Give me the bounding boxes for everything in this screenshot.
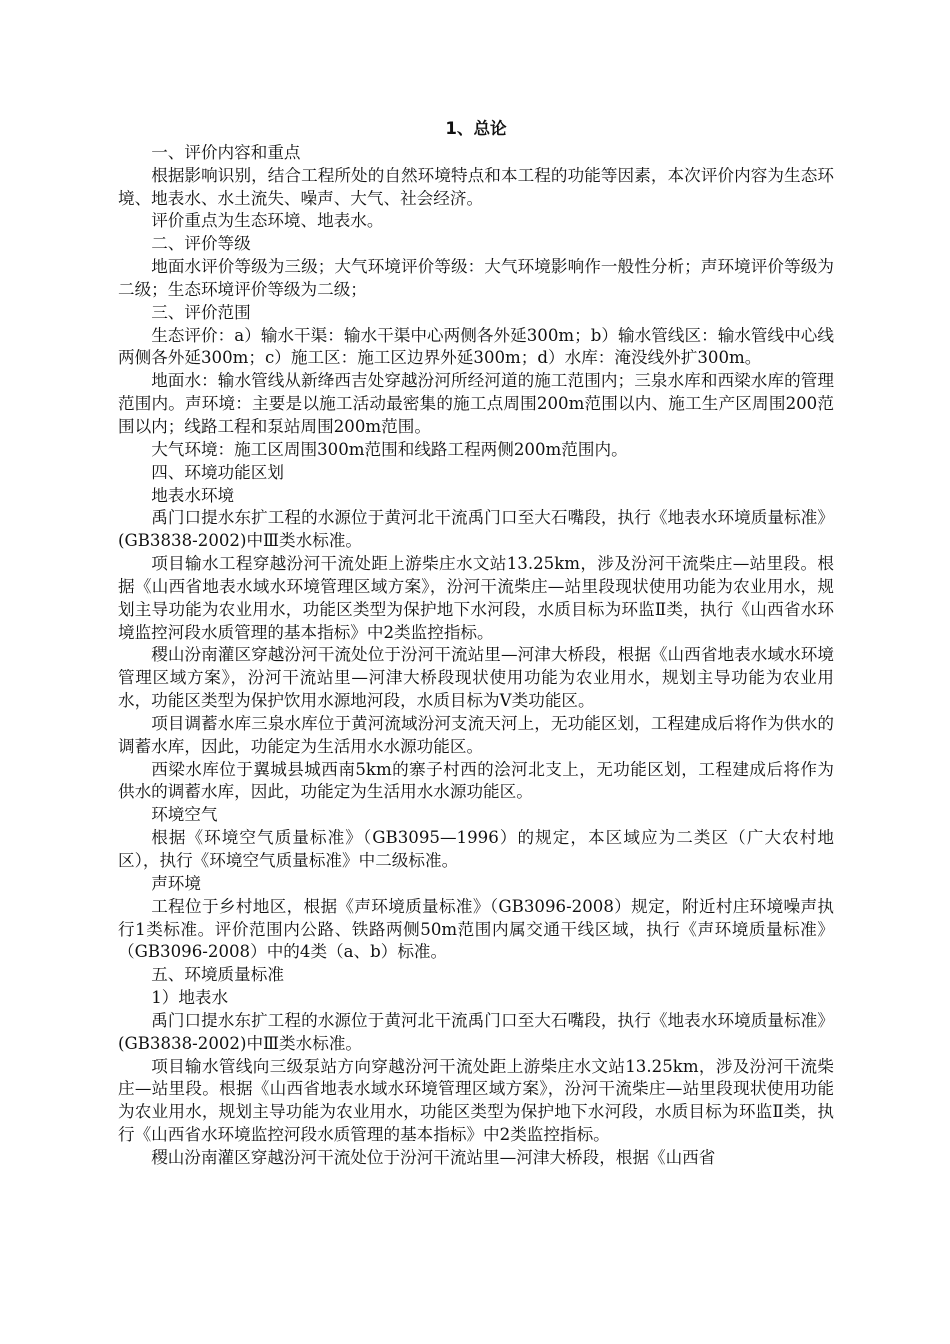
paragraph-acoustic-environment: 工程位于乡村地区，根据《声环境质量标准》（GB3096-2008）规定，附近村庄环境噪声执行1类标准。评价范围内公路、铁路两侧50m范围内属交通干线区域，执行《声环境质量标准》（GB3096-2008）中的4类（a、b）标准。 — [118, 896, 834, 962]
heading-evaluation-scope: 三、评价范围 — [151, 302, 251, 322]
paragraph-pipeline-standard: 项目输水管线向三级泵站方向穿越汾河干流处距上游柴庄水文站13.25km，涉及汾河干流柴庄—站里段。根据《山西省地表水域水环境管理区域方案》，汾河干流柴庄—站里段现状使用功能为农业用水，规划主导功能为农业用水，功能区类型为保护地下水河段，水质目标为环监Ⅱ类，执行《山西省水环境监控河段水质管理的基本指标》中2类监控指标。 — [118, 1056, 834, 1145]
document-body — [118, 118, 834, 1170]
heading-functional-zoning: 四、环境功能区划 — [151, 462, 284, 482]
paragraph-surface-water-scope: 地面水：输水管线从新绛西吉处穿越汾河所经河道的施工范围内；三泉水库和西梁水库的管理范围内。声环境：主要是以施工活动最密集的施工点周围200m范围以内、施工生产区周围200范围以内；线路工程和泵站周围200m范围。 — [118, 371, 834, 436]
section-title: 1、总论 — [445, 119, 507, 138]
paragraph-sanquan-reservoir: 项目调蓄水库三泉水库位于黄河流域汾河支流天河上，无功能区划，工程建成后将作为供水的调蓄水库，因此，功能定为生活用水水源功能区。 — [118, 713, 834, 756]
paragraph-ecology-scope: 生态评价：a）输水干渠：输水干渠中心两侧各外延300m；b）输水管线区：输水管线中心线两侧各外延300m；c）施工区：施工区边界外延300m；d）水库：淹没线外扩300m。 — [118, 325, 834, 368]
heading-evaluation-grade: 二、评价等级 — [151, 234, 251, 254]
subheading-surface-water-environment: 地表水环境 — [151, 485, 235, 505]
paragraph-ambient-air: 根据《环境空气质量标准》（GB3095—1996）的规定，本区域应为二类区（广大农村地区），执行《环境空气质量标准》中二级标准。 — [118, 828, 834, 870]
paragraph-yumenkou-standard: 禹门口提水东扩工程的水源位于黄河北干流禹门口至大石嘴段，执行《地表水环境质量标准》(GB3838-2002)中Ⅲ类水标准。 — [118, 1010, 834, 1053]
subheading-surface-water: 1）地表水 — [151, 988, 229, 1008]
paragraph-xiliang-reservoir: 西梁水库位于翼城县城西南5km的寨子村西的浍河北支上，无功能区划，工程建成后将作为供水的调蓄水库，因此，功能定为生活用水水源功能区。 — [118, 759, 834, 802]
paragraph-yumenkou-source: 禹门口提水东扩工程的水源位于黄河北干流禹门口至大石嘴段，执行《地表水环境质量标准》(GB3838-2002)中Ⅲ类水标准。 — [118, 508, 834, 551]
paragraph-evaluation-content: 根据影响识别，结合工程所处的自然环境特点和本工程的功能等因素，本次评价内容为生态环境、地表水、水土流失、噪声、大气、社会经济。 — [118, 165, 834, 208]
paragraph-jishan-irrigation: 稷山汾南灌区穿越汾河干流处位于汾河干流站里—河津大桥段，根据《山西省地表水域水环境管理区域方案》，汾河干流站里—河津大桥段现状使用功能为农业用水，规划主导功能为农业用水，功能区类型为保护饮用水源地河段，水质目标为Ⅴ类功能区。 — [118, 645, 834, 711]
heading-quality-standards: 五、环境质量标准 — [151, 965, 284, 985]
paragraph-water-pipeline-crossing: 项目输水工程穿越汾河干流处距上游柴庄水文站13.25km，涉及汾河干流柴庄—站里段。根据《山西省地表水域水环境管理区域方案》，汾河干流柴庄—站里段现状使用功能为农业用水，规划主导功能为农业用水，功能区类型为保护地下水河段，水质目标为环监Ⅱ类，执行《山西省水环境监控河段水质管理的基本指标》中2类监控指标。 — [118, 554, 834, 642]
subheading-ambient-air: 环境空气 — [151, 805, 218, 825]
paragraph-air-scope: 大气环境：施工区周围300m范围和线路工程两侧200m范围内。 — [151, 439, 628, 459]
subheading-acoustic-environment: 声环境 — [151, 873, 201, 893]
heading-evaluation-content: 一、评价内容和重点 — [151, 142, 301, 162]
paragraph-evaluation-focus: 评价重点为生态环境、地表水。 — [151, 211, 384, 231]
paragraph-evaluation-grade: 地面水评价等级为三级；大气环境评价等级：大气环境影响作一般性分析；声环境评价等级为二级；生态环境评价等级为二级； — [118, 257, 834, 299]
paragraph-jishan-standard: 稷山汾南灌区穿越汾河干流处位于汾河干流站里—河津大桥段，根据《山西省 — [151, 1147, 716, 1167]
